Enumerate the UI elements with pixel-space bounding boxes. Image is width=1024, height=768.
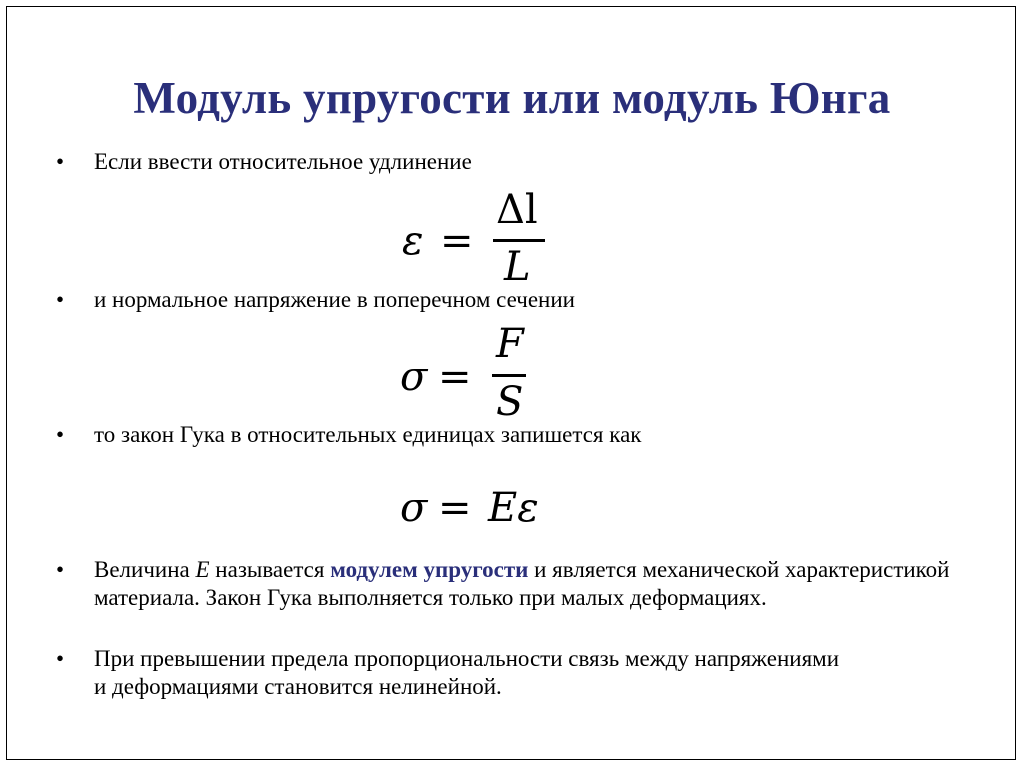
bullet-marker: • [56,149,65,174]
formula-stress-numerator: F [496,321,524,367]
bullet-marker: • [56,422,65,447]
formula-stress [400,322,560,427]
formula-strain-fraction-bar [493,239,545,242]
bullet-text-4-part3: и является механической характеристикой материала. Закон Гука выполняется только при малых деформациях. [94,557,950,610]
formula-stress-lhs: σ [400,354,428,400]
bullet-text-5: При превышении предела пропорциональности связь между напряжениями и деформациями становится нелинейной. [94,646,840,699]
bullet-text-4-part2: называется [209,557,331,582]
variable-e: E [195,557,210,582]
formula-hooke-lhs: σ [400,485,428,531]
formula-stress-equals: = [438,354,472,400]
bullet-marker: • [56,557,65,582]
formula-strain-denominator: L [504,244,531,290]
formula-hooke [400,485,560,533]
bullet-marker: • [56,646,65,671]
bullet-text-2: и нормальное напряжение в поперечном сечении [94,287,575,312]
slide-title: Модуль упругости или модуль Юнга [133,73,891,123]
bullet-text-3: то закон Гука в относительных единицах запишется как [94,422,642,447]
formula-hooke-rhs: Eε [488,485,539,531]
term-modulus-of-elasticity: модулем упругости [330,557,529,582]
formula-strain-lhs: ε [402,218,424,264]
formula-stress-fraction-bar [492,374,526,377]
bullet-text-4-part1: Величина [94,557,196,582]
formula-strain-numerator: Δl [496,187,538,233]
bullet-marker: • [56,287,65,312]
formula-strain [400,188,560,288]
bullet-text-1: Если ввести относительное удлинение [94,149,472,174]
formula-stress-denominator: S [496,379,524,425]
formula-strain-equals: = [440,218,474,264]
formula-hooke-equals: = [438,485,472,531]
bullet-text-4 [94,556,964,612]
